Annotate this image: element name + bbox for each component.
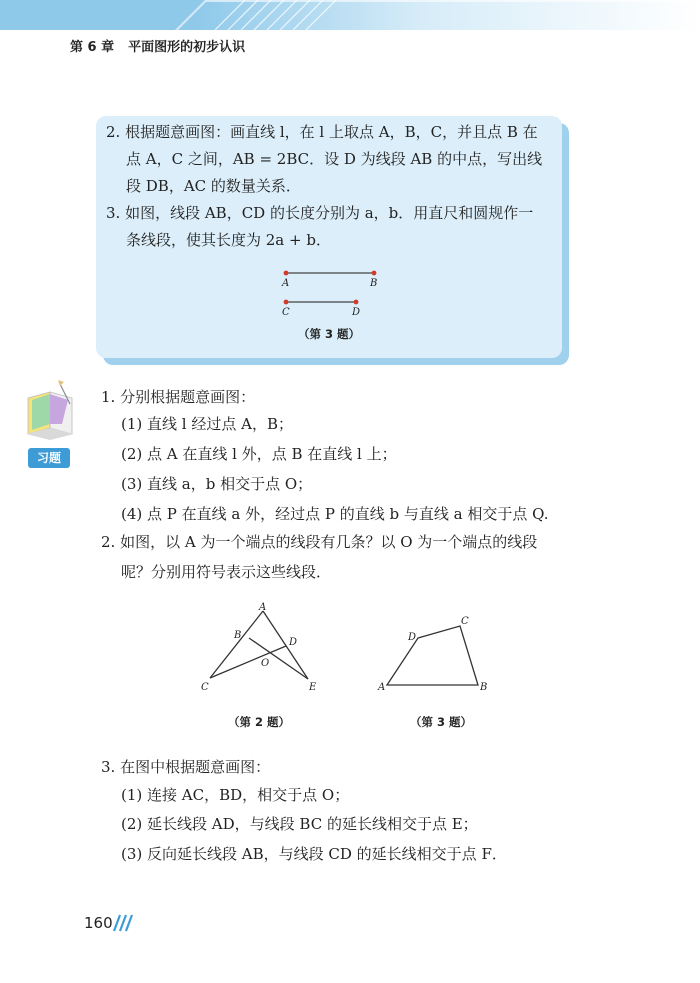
practice-line-1: 2. 根据题意画图：画直线 l，在 l 上取点 A，B，C，并且点 B 在 — [106, 123, 538, 141]
figure-3 — [374, 610, 494, 696]
ex-line-6: 2. 如图，以 A 为一个端点的线段有几条？以 O 为一个端点的线段 — [101, 533, 538, 551]
fig3-label-b: B — [480, 682, 488, 693]
chapter-number: 第 6 章 — [70, 40, 115, 55]
ex-line-11: (3) 反向延长线段 AB，与线段 CD 的延长线相交于点 F． — [121, 845, 507, 863]
point-a — [284, 271, 289, 276]
label-b: B — [370, 278, 378, 289]
fig3-label-c: C — [461, 616, 469, 627]
page-number-slashes — [112, 914, 134, 932]
ex-line-1: 1. 分别根据题意画图： — [101, 388, 256, 406]
fig3-label-a: A — [378, 682, 386, 693]
ex-line-8: 3. 在图中根据题意画图： — [101, 758, 271, 776]
practice-line-3: 段 DB，AC 的数量关系． — [126, 177, 301, 195]
chapter-heading — [70, 36, 259, 55]
fig2-label-e: E — [309, 682, 317, 693]
header-bar — [0, 0, 700, 30]
practice-line-5: 条线段，使其长度为 2a + b． — [126, 231, 331, 249]
exercises-tag: 习题 — [28, 448, 70, 468]
book-icon — [22, 378, 78, 444]
practice-line-4: 3. 如图，线段 AB，CD 的长度分别为 a，b．用直尺和圆规作一 — [106, 204, 534, 222]
fig2-label-c: C — [201, 682, 209, 693]
page-number: 160 — [84, 914, 113, 932]
ex-line-10: (2) 延长线段 AD，与线段 BC 的延长线相交于点 E； — [121, 815, 478, 833]
point-d — [354, 300, 359, 305]
practice-caption: （第 3 题） — [298, 327, 361, 341]
practice-line-2: 点 A，C 之间，AB = 2BC．设 D 为线段 AB 的中点，写出线 — [126, 150, 543, 168]
label-d: D — [352, 307, 361, 318]
ex-line-4: (3) 直线 a，b 相交于点 O； — [121, 475, 313, 493]
label-c: C — [282, 307, 290, 318]
segments-figure — [270, 264, 390, 320]
point-b — [372, 271, 377, 276]
ex-line-5: (4) 点 P 在直线 a 外，经过点 P 的直线 b 与直线 a 相交于点 Q. — [121, 505, 549, 523]
caption-fig3: （第 3 题） — [410, 715, 473, 729]
point-c — [284, 300, 289, 305]
ex-line-3: (2) 点 A 在直线 l 外，点 B 在直线 l 上； — [121, 445, 397, 463]
figure-2 — [195, 598, 325, 696]
fig2-label-a: A — [259, 602, 267, 613]
label-a: A — [282, 278, 290, 289]
fig3-label-d: D — [408, 632, 417, 643]
ex-line-7: 呢？分别用符号表示这些线段． — [121, 563, 332, 581]
fig2-label-o: O — [261, 658, 270, 669]
chapter-title: 平面图形的初步认识 — [128, 40, 246, 55]
ex-line-9: (1) 连接 AC，BD，相交于点 O； — [121, 786, 350, 804]
ex-line-2: (1) 直线 l 经过点 A，B； — [121, 415, 293, 433]
fig2-label-b: B — [234, 630, 242, 641]
caption-fig2: （第 2 题） — [228, 715, 291, 729]
fig2-label-d: D — [289, 637, 298, 648]
